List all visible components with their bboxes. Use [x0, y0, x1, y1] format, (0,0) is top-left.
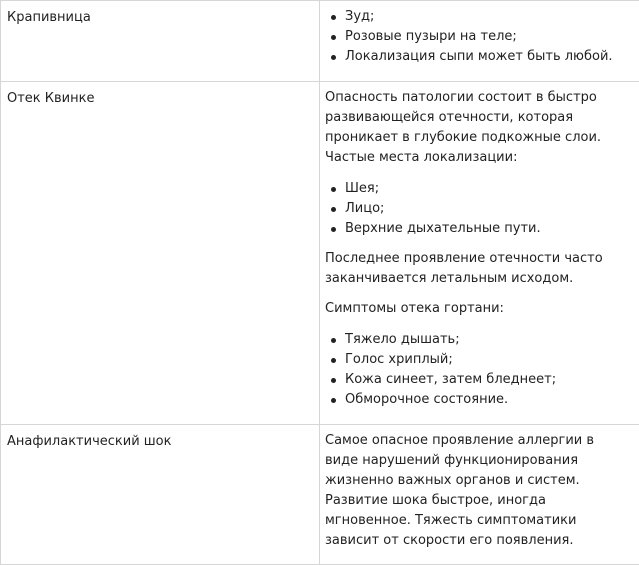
list-item: Шея; [345, 179, 631, 199]
condition-name: Анафилактический шок [7, 434, 171, 449]
list-item: Локализация сыпи может быть любой. [345, 47, 631, 67]
larynx-heading: Симптомы отека гортани: [325, 299, 631, 319]
list-item: Лицо; [345, 199, 631, 219]
table-row [1, 82, 639, 425]
list-item: Голос хриплый; [345, 350, 631, 370]
note-paragraph: Последнее проявление отечности часто заканчивается летальным исходом. [325, 249, 631, 289]
description-paragraph: Самое опасное проявление аллергии в виде нарушений функционирования жизненно важных органов и систем. Развитие шока быстрое, иногда мгновенное. Тяжесть симптоматики зависит от скорости его появления. [325, 431, 631, 551]
condition-description-cell [320, 425, 639, 565]
symptom-list [325, 7, 631, 67]
condition-description-cell [320, 1, 639, 82]
list-item: Зуд; [345, 7, 631, 27]
condition-name-cell [1, 425, 320, 565]
intro-paragraph: Опасность патологии состоит в быстро развивающейся отечности, которая проникает в глубокие подкожные слои. Частые места локализации: [325, 88, 631, 168]
list-item: Обморочное состояние. [345, 390, 631, 410]
list-item: Розовые пузыри на теле; [345, 27, 631, 47]
table-row [1, 1, 639, 82]
list-item: Тяжело дышать; [345, 330, 631, 350]
condition-name: Крапивница [7, 10, 91, 25]
localization-list [325, 179, 631, 239]
condition-name-cell [1, 82, 320, 425]
condition-description-cell [320, 82, 639, 425]
list-item: Верхние дыхательные пути. [345, 219, 631, 239]
condition-name-cell [1, 1, 320, 82]
table-row [1, 425, 639, 565]
condition-name: Отек Квинке [7, 91, 94, 106]
list-item: Кожа синеет, затем бледнеет; [345, 370, 631, 390]
larynx-symptom-list [325, 330, 631, 410]
